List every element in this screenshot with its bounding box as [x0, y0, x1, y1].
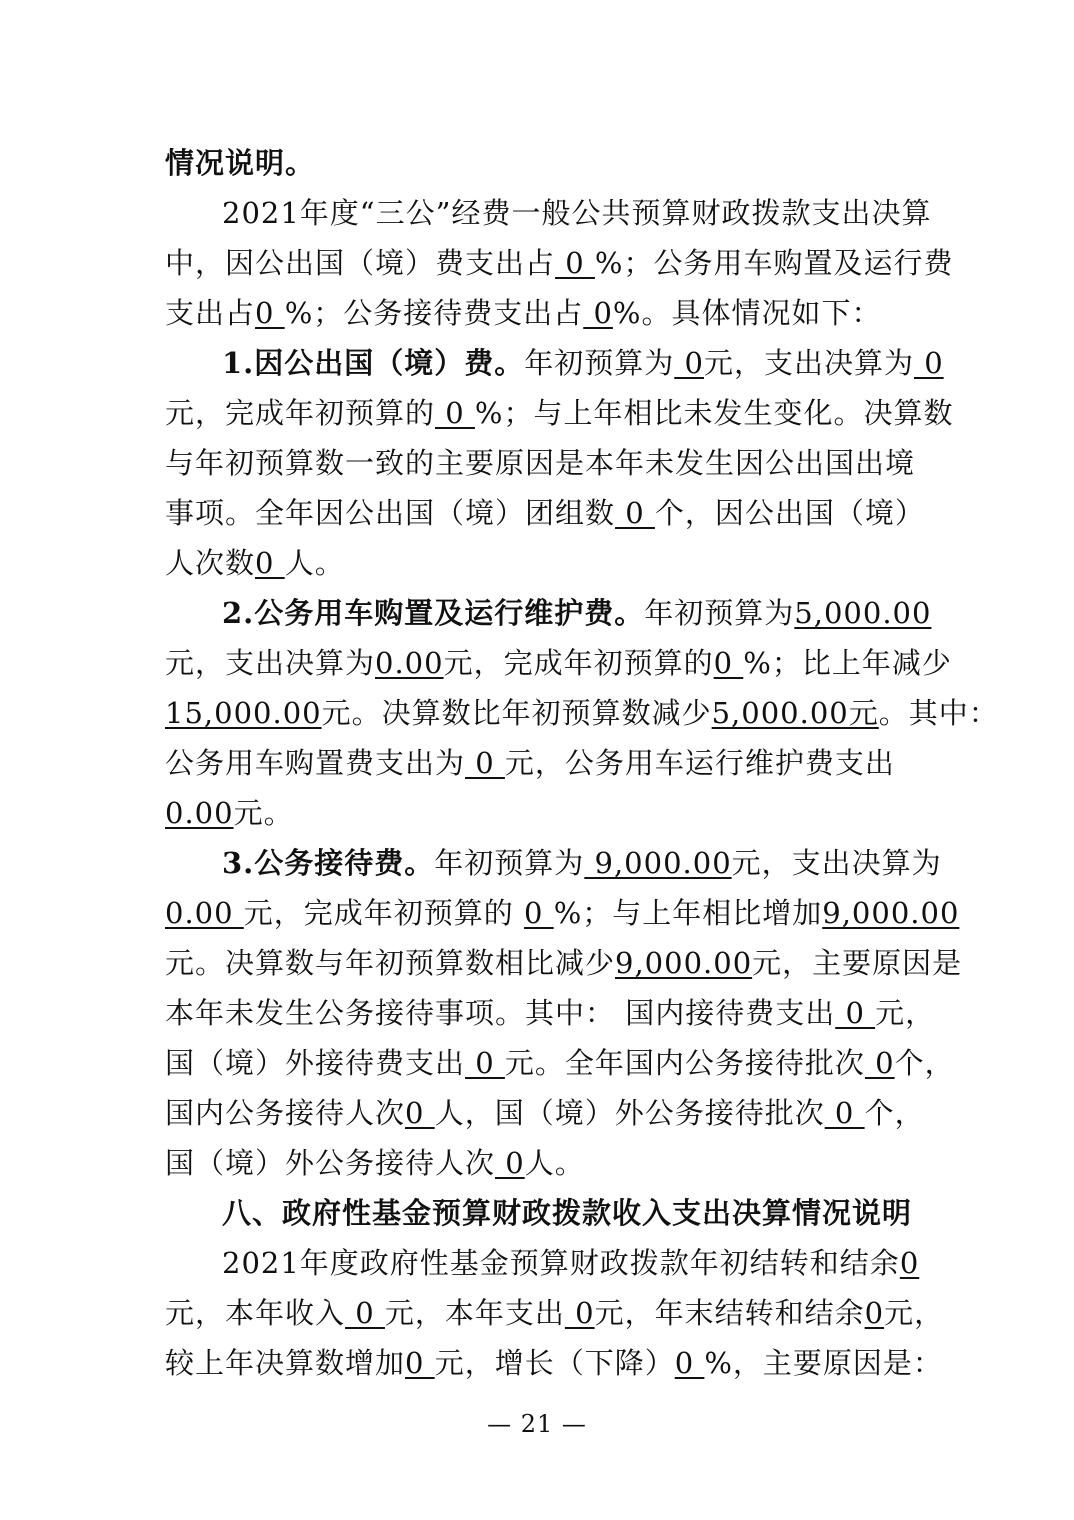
- filled-value: 0: [435, 396, 475, 430]
- filled-value: 0: [713, 646, 744, 680]
- filled-value: 0.00: [165, 796, 234, 830]
- bold-heading-text: 2.公务用车购置及运行维护费。: [222, 596, 645, 630]
- text-segment: 元，: [875, 996, 936, 1030]
- filled-value: 0: [564, 1296, 595, 1330]
- text-segment: 元，主要原因是: [752, 946, 963, 980]
- filled-value: 0: [255, 546, 285, 580]
- text-line: [165, 1038, 955, 1088]
- filled-value: 0: [405, 1346, 435, 1380]
- filled-value: 0: [495, 1146, 525, 1180]
- filled-value: 0: [864, 1046, 895, 1080]
- text-line: [165, 238, 954, 288]
- text-segment: 元，公务用车运行维护费支出: [504, 746, 895, 780]
- filled-value: 15,000.00: [165, 696, 322, 730]
- text-line: [165, 738, 925, 788]
- text-segment: 元。决算数与年初预算数相比减少: [165, 946, 616, 980]
- bold-heading-text: 情况说明。: [165, 146, 316, 180]
- filled-value: 0: [583, 296, 613, 330]
- text-segment: 元，完成年初预算的: [443, 646, 714, 680]
- text-segment: 人，国（境）外公务接待批次: [434, 1096, 825, 1130]
- filled-value: 0: [555, 246, 595, 280]
- filled-value: 5,000.00元: [711, 696, 879, 730]
- text-line: [165, 438, 925, 488]
- filled-value: 0: [864, 1296, 885, 1330]
- text-line: [165, 288, 925, 338]
- text-line: [165, 838, 942, 888]
- text-segment: 元，增长（下降）: [434, 1346, 675, 1380]
- filled-value: 9,000.00: [584, 846, 732, 880]
- text-segment: 元。: [233, 796, 294, 830]
- text-segment: 较上年决算数增加: [165, 1346, 406, 1380]
- filled-value: 0: [835, 996, 876, 1030]
- text-segment: 年初预算为: [524, 346, 675, 380]
- filled-value: 0: [465, 746, 505, 780]
- text-segment: 。其中：: [878, 696, 999, 730]
- text-segment: 元，完成年初预算的: [165, 396, 436, 430]
- text-line: [165, 1238, 925, 1288]
- page-number: — 21 —: [487, 1410, 587, 1438]
- text-segment: 国（境）外接待费支出: [165, 1046, 466, 1080]
- text-segment: 国内公务接待人次: [165, 1096, 406, 1130]
- filled-value: 0: [255, 296, 285, 330]
- text-segment: 人次数: [165, 546, 256, 580]
- filled-value: 0: [465, 1046, 505, 1080]
- text-segment: 元，年末结转和结余: [594, 1296, 865, 1330]
- text-segment: 元，: [884, 1296, 945, 1330]
- text-segment: 中，因公出国（境）费支出占: [165, 246, 556, 280]
- text-segment: %；公务接待费支出占: [284, 296, 584, 330]
- text-line: [165, 938, 963, 988]
- text-line: [165, 1088, 925, 1138]
- text-segment: 2021年度“三公”经费一般公共预算财政拨款支出决算: [222, 196, 932, 230]
- filled-value: 0: [345, 1296, 385, 1330]
- filled-value: 0: [524, 896, 554, 930]
- filled-value: 0.00: [165, 896, 244, 930]
- filled-value: 0: [674, 1346, 705, 1380]
- text-segment: %；与上年相比增加: [553, 896, 823, 930]
- filled-value: 5,000.00: [794, 596, 932, 630]
- document-body: [165, 138, 999, 1388]
- text-line: [165, 338, 944, 388]
- text-line: [165, 988, 936, 1038]
- text-segment: 年初预算为: [434, 846, 585, 880]
- text-line: [165, 688, 999, 738]
- text-line: [165, 538, 925, 588]
- filled-value: 0: [674, 346, 704, 380]
- text-line: [165, 388, 954, 438]
- bold-heading-text: 3.公务接待费。: [222, 846, 435, 880]
- text-segment: 元。全年国内公务接待批次: [504, 1046, 865, 1080]
- text-segment: 元，本年支出: [384, 1296, 565, 1330]
- text-segment: 人。: [524, 1146, 585, 1180]
- text-segment: %。具体情况如下：: [612, 296, 882, 330]
- text-segment: 元，支出决算为: [703, 346, 914, 380]
- text-line: [165, 1188, 925, 1238]
- filled-value: 0: [615, 496, 655, 530]
- text-segment: 元，支出决算为: [165, 646, 376, 680]
- text-line: [165, 138, 925, 188]
- text-segment: 元，完成年初预算的: [243, 896, 525, 930]
- text-segment: 年初预算为: [644, 596, 795, 630]
- text-segment: 公务用车购置费支出为: [165, 746, 466, 780]
- text-line: [165, 638, 952, 688]
- filled-value: 0: [824, 1096, 865, 1130]
- text-segment: 元，支出决算为: [731, 846, 942, 880]
- text-line: [165, 888, 960, 938]
- text-segment: 元。决算数比年初预算数减少: [321, 696, 712, 730]
- text-segment: 与年初预算数一致的主要原因是本年未发生因公出国出境: [165, 446, 916, 480]
- text-segment: %；比上年减少: [743, 646, 952, 680]
- text-line: [165, 1138, 925, 1188]
- bold-heading-text: 1.因公出国（境）费。: [222, 346, 525, 380]
- filled-value: 0: [899, 1246, 920, 1280]
- text-segment: 个，: [864, 1096, 925, 1130]
- text-line: [165, 188, 932, 238]
- text-segment: %；公务用车购置及运行费: [594, 246, 954, 280]
- text-segment: 支出占: [165, 296, 256, 330]
- text-segment: 个，: [894, 1046, 955, 1080]
- filled-value: 0.00: [375, 646, 444, 680]
- text-line: [165, 1288, 945, 1338]
- text-segment: 国（境）外公务接待人次: [165, 1146, 496, 1180]
- filled-value: 0: [913, 346, 944, 380]
- text-segment: 个，因公出国（境）: [654, 496, 925, 530]
- text-line: [165, 788, 925, 838]
- filled-value: 9,000.00: [615, 946, 753, 980]
- filled-value: 0: [405, 1096, 435, 1130]
- text-segment: 事项。全年因公出国（境）团组数: [165, 496, 616, 530]
- filled-value: 9,000.00: [822, 896, 960, 930]
- text-line: [165, 588, 932, 638]
- text-segment: 本年未发生公务接待事项。其中： 国内接待费支出: [165, 996, 836, 1030]
- text-segment: 2021年度政府性基金预算财政拨款年初结转和结余: [222, 1246, 900, 1280]
- text-line: [165, 1338, 943, 1388]
- text-segment: 人。: [284, 546, 345, 580]
- text-line: [165, 488, 925, 538]
- bold-heading-text: 八、政府性基金预算财政拨款收入支出决算情况说明: [222, 1196, 913, 1230]
- text-segment: 元，本年收入: [165, 1296, 346, 1330]
- text-segment: %；与上年相比未发生变化。决算数: [474, 396, 954, 430]
- text-segment: %，主要原因是：: [704, 1346, 943, 1380]
